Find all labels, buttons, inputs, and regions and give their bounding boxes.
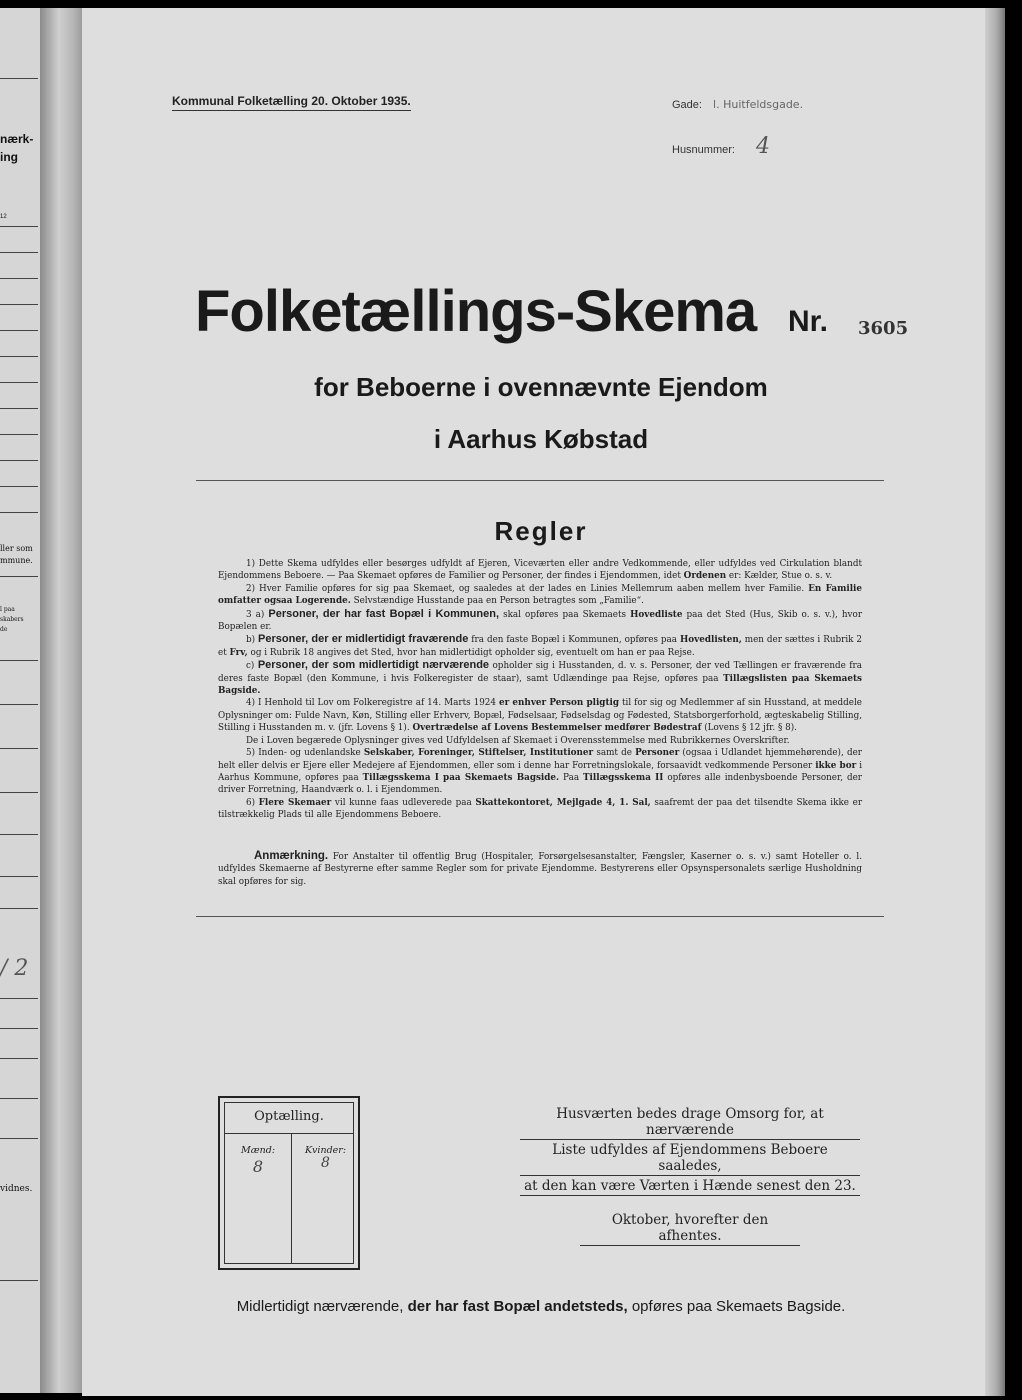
women-label: Kvinder: (304, 1145, 347, 1156)
census-header: Kommunal Folketælling 20. Oktober 1935. (172, 94, 411, 111)
left-page-rule (0, 356, 38, 357)
left-page-rule (0, 330, 38, 331)
count-title: Optælling. (254, 1109, 324, 1124)
host-notice-line-4: Oktober, hvorefter den afhentes. (580, 1212, 800, 1246)
left-page-rule (0, 226, 38, 227)
form-number-label: Nr. (788, 305, 829, 338)
women-count: 8 (321, 1155, 330, 1171)
left-page-rule (0, 486, 38, 487)
book-gutter (40, 8, 82, 1393)
men-label: Mænd: (240, 1145, 276, 1156)
count-box (218, 1096, 360, 1270)
house-number-label: Husnummer: (672, 144, 735, 156)
left-page-rule (0, 876, 38, 877)
left-page-rule (0, 78, 38, 79)
rules-text (218, 558, 862, 822)
subtitle-line-1: for Beboerne i ovennævnte Ejendom (314, 372, 768, 402)
remark-text: For Anstalter til offentlig Brug (Hospitaler, Forsørgelsesanstalter, Fængsler, Kaserner o. s. v.) samt Hoteller o. l. udfyldes Skemaerne af Bestyrerne efter samme Regler som for private Ejendomme. Bestyrerens eller Opsynspersonalets særlige Husholdning skal opføres for sig. (218, 852, 862, 887)
remark-label: Anmærkning. (254, 850, 329, 862)
divider (196, 916, 884, 917)
left-page-fragment (0, 8, 40, 1393)
house-number-field (672, 134, 770, 159)
street-value: l. Huitfeldsgade. (713, 98, 804, 111)
left-page-text: 12 (0, 214, 7, 220)
remark-section (218, 850, 862, 888)
rules-heading: Regler (494, 516, 588, 546)
rule-6: 6) Flere Skemaer vil kunne faas udleverede paa Skattekontoret, Mejlgade 4, 1. Sal, saafremt der paa det tilsendte Skema ikke er tilstrækkelig Plads til alle Ejendommens Beboere. (218, 797, 863, 821)
left-page-rule (0, 252, 38, 253)
street-field (672, 98, 803, 111)
rule-3b: b) Personer, der er midlertidigt fraværende fra den faste Bopæl i Kommunen, opføres paa Hovedlisten, men der sættes i Rubrik 2 et Frv, og i Rubrik 18 angives det Sted, hvor han midlertidigt opholder sig, eventuelt om han er paa Rejse. (218, 633, 863, 658)
left-page-rule (0, 998, 38, 999)
left-page-handwriting: / 2 (0, 956, 29, 981)
rule-4: 4) I Henhold til Lov om Folkeregistre af 14. Marts 1924 er enhver Person pligtig til for sig og Medlemmer af sin Husstand, at meddele Oplysninger om: Fulde Navn, Køn, Stilling eller Erhverv, Bopæl, Fødselsaar, Fødselsdag og Fødested, Statsborgerforhold, ægteskabelig Stilling, Stilling i Husstanden m. v. (jfr. Lovens § 1). Overtrædelse af Lovens Bestemmelser medfører Bødestraf (Lovens § 12 jfr. § 8). (218, 698, 862, 734)
left-page-rule (0, 1028, 38, 1029)
host-notice-line-1: Husværten bedes drage Omsorg for, at nærværende (520, 1106, 860, 1140)
left-page-rule (0, 704, 38, 705)
left-page-rule (0, 1280, 38, 1281)
left-page-rule (0, 460, 38, 461)
left-page-text: mmune. (0, 556, 33, 565)
left-page-rule (0, 908, 38, 909)
rule-4-cont: De i Loven begærede Oplysninger gives ved Udfyldelsen af Skemaet i Overensstemmelse med Rubrikkernes Overskrifter. (246, 735, 790, 746)
left-page-rule (0, 408, 38, 409)
left-page-rule (0, 304, 38, 305)
left-page-rule (0, 1138, 38, 1139)
house-number-value: 4 (756, 134, 771, 159)
street-label: Gade: (672, 99, 702, 111)
footer-note: Midlertidigt nærværende, der har fast Bopæl andetsteds, opføres paa Skemaets Bagside. (236, 1298, 846, 1315)
form-number: 3605 (858, 318, 909, 339)
left-page-rule (0, 278, 38, 279)
page-edge (985, 8, 1005, 1396)
form-title: Folketællings-Skema (195, 279, 757, 344)
left-page-text: skabers (0, 616, 24, 623)
left-page-rule (0, 512, 38, 513)
left-page-text: l paa (0, 606, 15, 613)
host-notice-line-2: Liste udfyldes af Ejendommens Beboere saaledes, (520, 1142, 860, 1176)
rule-5: 5) Inden- og udenlandske Selskaber, Foreninger, Stiftelser, Institutioner samt de Personer (ogsaa i Udlandet hjemmehørende), der helt eller delvis er Ejere eller Medejere af Ejendommen, eller som i denne har Forretningslokale, forsaavidt vedkommende Personer ikke bor i Aarhus Kommune, opføres paa Tillægsskema I paa Skemaets Bagside. Paa Tillægsskema II opføres alle indenbysboende Personer, der driver Forretning, Haandværk o. l. i Ejendommen. (218, 748, 863, 796)
left-page-text: ller som (0, 544, 33, 553)
left-page-rule (0, 660, 38, 661)
men-count: 8 (252, 1157, 264, 1176)
left-page-text: nærk- (0, 132, 34, 146)
left-page-rule (0, 576, 38, 577)
left-page-rule (0, 1098, 38, 1099)
rule-2: 2) Hver Familie opføres for sig paa Skemaet, og saaledes at der lades en Linies Mellemrum aaben mellem hver Familie. En Familie omfatter ogsaa Logerende. Selvstændige Husstande paa en Person betragtes som „Familie“. (218, 583, 862, 607)
rule-3c: c) Personer, der som midlertidigt nærværende opholder sig i Husstanden, d. v. s. Personer, der ved Tællingen er fraværende fra deres faste Bopæl (den Kommune, i hvis Folkeregister de staar), samt Udlændinge paa Rejse, opføres paa Tillægslisten paa Skemaets Bagside. (218, 659, 863, 697)
left-page-text: vidnes. (0, 1184, 33, 1194)
rule-1: 1) Dette Skema udfyldes eller besørges udfyldt af Ejeren, Viceværten eller andre Vedkommende, eller udfyldes ved Cirkulation blandt Ejendommens Beboere. — Paa Skemaet opføres de Familier og Personer, der findes i Ejendommen, idet Ordenen er: Kælder, Stue o. s. v. (218, 559, 862, 582)
host-notice-line-3: at den kan være Værten i Hænde senest den 23. (520, 1178, 860, 1196)
left-page-rule (0, 792, 38, 793)
divider (196, 480, 884, 481)
left-page-text: ing (0, 150, 18, 164)
subtitle-line-2: i Aarhus Købstad (433, 424, 649, 454)
left-page-text: de (0, 626, 8, 633)
left-page-rule (0, 834, 38, 835)
rule-3a: 3 a) Personer, der har fast Bopæl i Kommunen, skal opføres paa Skemaets Hovedliste paa det Sted (Hus, Skib o. s. v.), hvor Bopælen er. (218, 607, 863, 633)
left-page-rule (0, 1058, 38, 1059)
left-page-rule (0, 748, 38, 749)
